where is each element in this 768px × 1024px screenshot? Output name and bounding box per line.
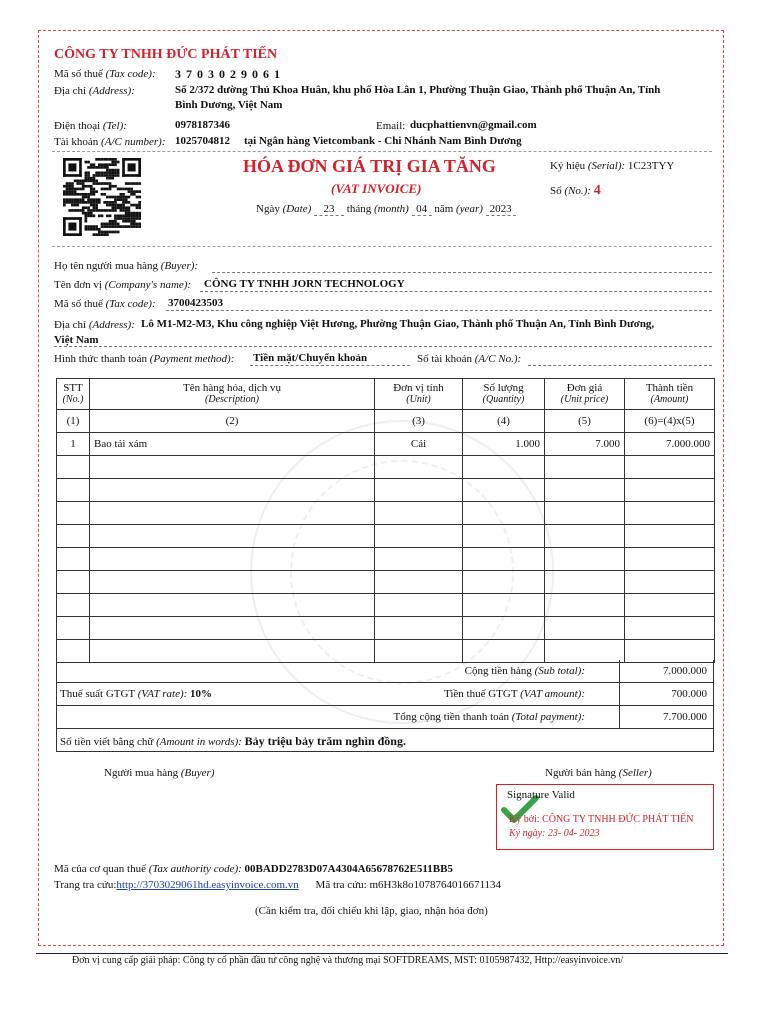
verification-note: (Cần kiểm tra, đối chiếu khi lập, giao, nhận hóa đơn) <box>255 905 488 917</box>
invoice-day: 23 <box>314 203 344 216</box>
header-quantity: Số lượng (Quantity) <box>463 379 545 410</box>
row-description: Bao tải xám <box>90 433 375 456</box>
buyer-tax-label: Mã số thuế (Tax code): <box>54 298 156 310</box>
seller-email: ducphattienvn@gmail.com <box>410 119 537 131</box>
invoice-date: Ngày (Date) 23 tháng (month) 04 năm (year) 2023 <box>256 203 516 216</box>
subtotal-label: Cộng tiền hàng (Sub total): <box>464 665 585 677</box>
table-row-empty <box>57 571 715 594</box>
invoice-serial: Ký hiệu (Serial): 1C23TYY <box>550 160 675 172</box>
buyer-payment-label: Hình thức thanh toán (Payment method): <box>54 353 235 365</box>
vat-amount-label: Tiền thuế GTGT (VAT amount): <box>444 688 585 700</box>
seller-tax-code: 3 7 0 3 0 2 9 0 6 1 <box>175 67 281 81</box>
table-row <box>57 433 715 456</box>
table-header-row <box>57 379 715 410</box>
seller-account-label: Tài khoản (A/C number): <box>54 136 166 148</box>
qr-code-icon <box>62 158 142 236</box>
title-divider <box>52 246 712 247</box>
buyer-signature-label: Người mua hàng (Buyer) <box>104 767 215 779</box>
subtotal-row <box>56 660 714 683</box>
authority-code-label: Mã của cơ quan thuế (Tax authority code): 00BADD2783D07A4304A65678762E511BB5 <box>54 863 453 875</box>
vat-row <box>56 683 714 706</box>
words-label: Số tiền viết bằng chữ (Amount in words): Bảy triệu bảy trăm nghìn đồng. <box>60 734 406 748</box>
header-no: STT (No.) <box>57 379 90 410</box>
total-label: Tổng cộng tiền thanh toán (Total payment): <box>393 711 585 723</box>
invoice-title: HÓA ĐƠN GIÁ TRỊ GIA TĂNG <box>243 156 496 176</box>
table-row-empty <box>57 456 715 479</box>
vat-amount-value: 700.000 <box>671 688 707 700</box>
invoice-subtitle: (VAT INVOICE) <box>331 181 422 196</box>
lookup-link[interactable]: http://3703029061hd.easyinvoice.com.vn <box>116 879 299 891</box>
seller-account: 1025704812 <box>175 135 230 147</box>
total-value: 7.700.000 <box>663 711 707 723</box>
total-row <box>56 706 714 729</box>
header-unit-price: Đơn giá (Unit price) <box>545 379 625 410</box>
seller-address-line2: Bình Dương, Việt Nam <box>175 99 283 111</box>
buyer-address-line1: Lô M1-M2-M3, Khu công nghiệp Việt Hương, Phường Thuận Giao, Thành phố Thuận An, Tỉnh Bình Dương, <box>141 318 655 330</box>
buyer-name-line <box>212 272 712 273</box>
signed-date: Ký ngày: 23- 04- 2023 <box>509 828 600 839</box>
buyer-tax-code: 3700423503 <box>168 297 223 309</box>
table-index-row: (1) (2) (3) (4) (5) (6)=(4)x(5) <box>57 410 715 433</box>
buyer-company-line <box>200 291 712 292</box>
buyer-address-label: Địa chỉ (Address): <box>54 319 135 331</box>
table-row-empty <box>57 502 715 525</box>
seller-phone-label: Điện thoại (Tel): <box>54 120 127 132</box>
buyer-name-label: Họ tên người mua hàng (Buyer): <box>54 260 199 272</box>
seller-phone: 0978187346 <box>175 119 230 131</box>
vat-rate-label: Thuế suất GTGT (VAT rate): 10% <box>60 688 213 700</box>
provider-info: Đơn vị cung cấp giải pháp: Công ty cổ phần đầu tư công nghệ và thương mại SOFTDREAMS, MST: 0105987432, Http://easyinvoice.vn/ <box>72 955 624 966</box>
table-row-empty <box>57 525 715 548</box>
row-no: 1 <box>57 433 90 456</box>
seller-email-label: Email: <box>376 120 406 132</box>
buyer-payment: Tiền mặt/Chuyển khoản <box>253 352 368 364</box>
buyer-account-label: Số tài khoản (A/C No.): <box>417 353 522 365</box>
signed-by: Ký bởi: CÔNG TY TNHH ĐỨC PHÁT TIẾN <box>509 814 694 825</box>
table-row-empty <box>57 594 715 617</box>
row-quantity: 1.000 <box>463 433 545 456</box>
authority-code: 00BADD2783D07A4304A65678762E511BB5 <box>244 863 453 875</box>
buyer-payment-line <box>250 365 410 366</box>
words-row <box>56 729 714 752</box>
invoice-number: Số (No.): 4 <box>550 183 601 198</box>
buyer-account-line <box>528 365 712 366</box>
buyer-address-line2: Việt Nam <box>54 334 99 346</box>
lookup-row: Trang tra cứu:http://3703029061hd.easyinvoice.com.vn Mã tra cứu: m6H3k8o1078764016671134 <box>54 879 502 891</box>
row-unit: Cái <box>375 433 463 456</box>
table-row-empty <box>57 548 715 571</box>
invoice-month: 04 <box>412 203 432 216</box>
seller-signature-label: Người bán hàng (Seller) <box>545 767 652 779</box>
buyer-company: CÔNG TY TNHH JORN TECHNOLOGY <box>204 278 405 290</box>
table-row-empty <box>57 617 715 640</box>
seller-address-label: Địa chỉ (Address): <box>54 85 135 97</box>
lookup-code: m6H3k8o1078764016671134 <box>369 879 502 891</box>
footer-divider <box>36 953 728 954</box>
digital-signature-box <box>496 784 714 850</box>
header-description: Tên hàng hóa, dịch vụ (Description) <box>90 379 375 410</box>
header-divider <box>52 151 712 152</box>
row-unit-price: 7.000 <box>545 433 625 456</box>
buyer-company-label: Tên đơn vị (Company's name): <box>54 279 192 291</box>
signature-valid-text: Signature Valid <box>507 789 575 801</box>
invoice-year: 2023 <box>486 203 516 216</box>
vat-rate-value: 10% <box>190 688 213 700</box>
words-value: Bảy triệu bảy trăm nghìn đồng. <box>244 734 406 748</box>
seller-tax-label: Mã số thuế (Tax code): <box>54 68 156 80</box>
header-amount: Thành tiền (Amount) <box>625 379 715 410</box>
header-unit: Đơn vị tính (Unit) <box>375 379 463 410</box>
table-row-empty <box>57 479 715 502</box>
seller-address-line1: Số 2/372 đường Thủ Khoa Huân, khu phố Hòa Lân 1, Phường Thuận Giao, Thành phố Thuận An, Tỉnh <box>175 84 661 96</box>
seller-name: CÔNG TY TNHH ĐỨC PHÁT TIẾN <box>54 47 278 62</box>
subtotal-value: 7.000.000 <box>663 665 707 677</box>
row-amount: 7.000.000 <box>625 433 715 456</box>
buyer-tax-line <box>166 310 712 311</box>
seller-bank: tại Ngân hàng Vietcombank - Chi Nhánh Nam Bình Dương <box>244 135 522 147</box>
items-table <box>56 378 715 663</box>
buyer-address-line <box>54 346 712 347</box>
